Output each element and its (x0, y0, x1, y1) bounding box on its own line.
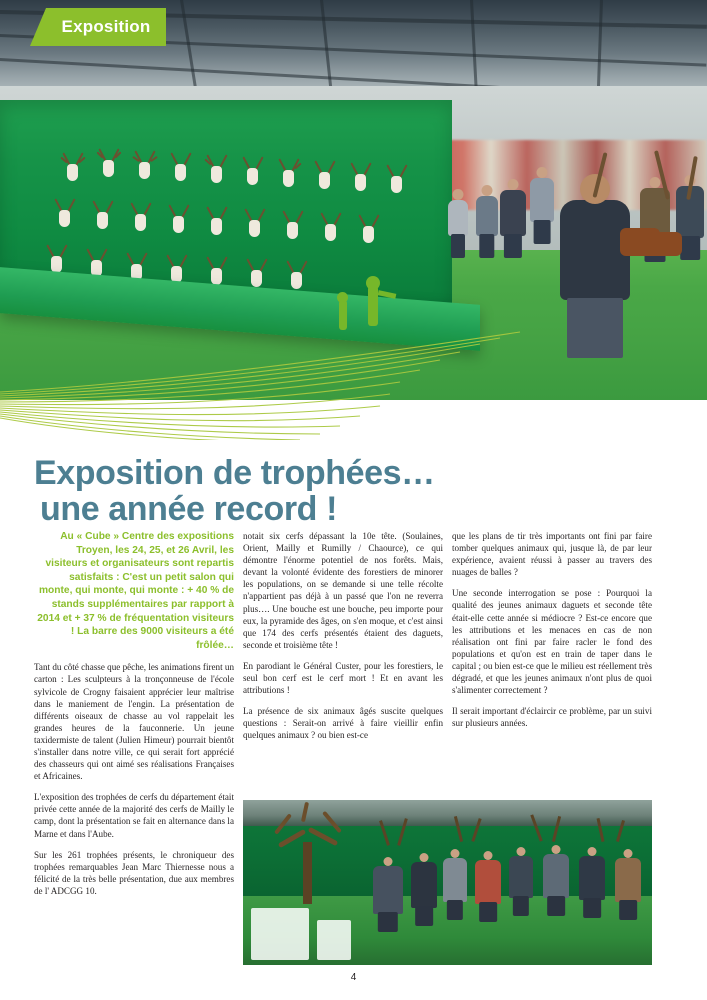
visitor (448, 200, 468, 236)
trophy-mount (96, 148, 122, 178)
trophy-mount (168, 152, 194, 182)
trophy-mount (166, 204, 192, 234)
page-title (34, 455, 674, 527)
article-paragraph: En parodiant le Général Custer, pour les forestiers, le seul bon cerf est le cerf mort ! Et en avant les attributions ! (243, 660, 443, 696)
visitor (373, 866, 403, 914)
article-paragraph: notait six cerfs dépassant la 10e tête. (Soulaines, Orient, Mailly et Rumilly / Chaource), ce qui démontre l'énorme potentiel de nos forêts. Mais, devant la volonté évidente des forestiers de minorer les populations, on se demande si une telle récolte n'appartient pas déjà à un passé que l'on ne reverra plus…. Une bouche est une bouche, peu importe pour eux, la pyramide des âges, on s'en moque, et c'est ainsi que 174 des cerfs présentés étaient des daguets, seconde et troisième tête ! (243, 531, 443, 650)
article-column-2 (243, 530, 443, 751)
trophy-mount (52, 198, 78, 228)
child-silhouette-head (337, 292, 348, 303)
trophy-mount (132, 150, 158, 180)
trophy-mount (60, 152, 86, 182)
trophy-mount (204, 256, 230, 286)
decorative-fan (0, 330, 707, 440)
bottom-photo (243, 800, 652, 965)
trophy-mount (204, 206, 230, 236)
trophy-mount (348, 162, 374, 192)
article-paragraph: que les plans de tir très importants ont fini par faire tomber quelques animaux qui, jusque là, de par leur expérience, avaient réussi à passer au travers des nuages de balles ? (452, 531, 652, 578)
visitor (615, 858, 641, 902)
visitor (500, 190, 526, 236)
trophy-mount (276, 158, 302, 188)
visitor (509, 856, 533, 898)
visitor (579, 856, 605, 900)
hunter-silhouette-head (366, 276, 380, 290)
section-tab-exposition (46, 8, 166, 46)
article-paragraph: La présence de six animaux âgés suscite quelques questions : Serait-on arrivé à faire vieillir enfin quelques animaux ? ou bien est-ce (243, 706, 443, 741)
article-lead: Au « Cube » Centre des expositions Troyen, les 24, 25, et 26 Avril, les visiteurs et organisateurs sont repartis satisfaits : C'est un petit salon qui monte, qui monte, qui monte : + 40 % de stands supplémentaires par rapport à 2014 et + 37 % de fréquentation visiteurs ! La barre des 9000 visiteurs a été frôlée… (37, 531, 234, 651)
visitor (543, 854, 569, 898)
page-title-line2: une année record ! (40, 489, 337, 528)
section-tab-label: Exposition (61, 17, 151, 36)
trophy-mount (318, 212, 344, 242)
trophy-mount (204, 154, 230, 184)
article-paragraph: Une seconde interrogation se pose : Pourquoi la qualité des jeunes animaux daguets et seconde tête était-elle cette année si médiocre ? Est-ce encore que les attributions et les menaces en cas de non réalisation ont fini par faire racler le fond des populations et qu'on est en train de taper dans le capital ; ou bien est-ce que le milieu est réellement très dégradé, et que les jeunes animaux n'ont plus de quoi s'alimenter correctement ? (452, 588, 652, 696)
article-paragraph: L'exposition des trophées de cerfs du département était privée cette année de la majorité des cerfs de Mailly le camp, dont la présentation se fait en alternance dans la Marne et dans l'Aube. (34, 792, 234, 839)
article-column-1 (34, 530, 234, 906)
page-title-line1: Exposition de trophées… (34, 453, 435, 492)
trophy-mount (242, 208, 268, 238)
trophy-mount (284, 260, 310, 290)
trophy-display-stand (317, 920, 351, 960)
article-paragraph: Tant du côté chasse que pêche, les animations firent un carton : Les sculpteurs à la tronçonneuse de l'école sylvicole de Crogny faisaient apprécier leur maîtrise dans le maniement de l'engin. La présentation de différents oiseaux de chasse au vol rappelait les grandes heures de la fauconnerie. Un jeune taxidermiste de talent (Julien Himeur) pourrait bientôt s'installer dans notre ville, ce qui serait fort apprécié des chasseurs qui ont aimé ses réalisations Françaises et Africaines. (34, 662, 234, 782)
visitor (443, 858, 467, 902)
trophy-display-stand (251, 908, 309, 960)
article-paragraph: Sur les 261 trophées présents, le chroniqueur des trophées remarquables Jean Marc Thiernesse nous a félicité de la très belle présentation, due aux membres de l' ADCGG 10. (34, 849, 234, 896)
trophy-mount (90, 200, 116, 230)
visitor (411, 862, 437, 908)
child-silhouette (339, 300, 347, 330)
trophy-mount (240, 156, 266, 186)
visitor (475, 860, 501, 904)
trophy-mount (44, 244, 70, 274)
sculpted-tree (261, 806, 353, 902)
visitor (476, 196, 498, 236)
article-paragraph: Il serait important d'éclaircir ce problème, par un suivi sur plusieurs années. (452, 706, 652, 729)
article-column-3 (452, 530, 652, 738)
visitor (530, 178, 554, 222)
hunter-silhouette (368, 286, 378, 326)
trophy-mount (384, 164, 410, 194)
trophy-mount (312, 160, 338, 190)
trophy-mount (244, 258, 270, 288)
trophy-mount (128, 202, 154, 232)
trophy-mount (280, 210, 306, 240)
page-number: 4 (350, 972, 357, 983)
trophy-mount (356, 214, 382, 244)
